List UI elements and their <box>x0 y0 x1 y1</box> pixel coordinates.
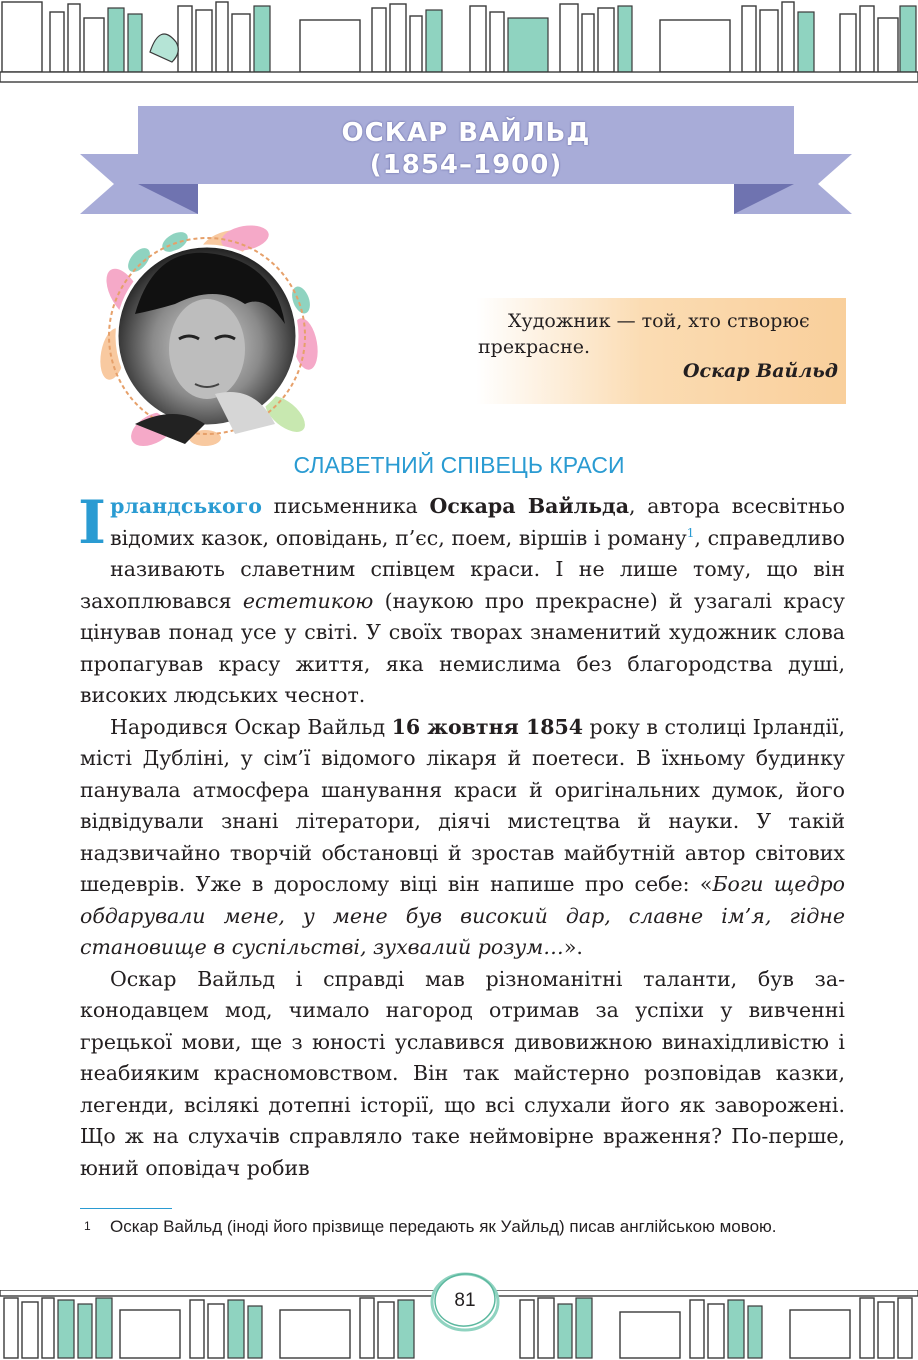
footnote-mark: 1 <box>84 1219 91 1233</box>
text-run: Оскар Вайльд і справді мав різноманітні таланти, був законодавцем мод, чимало нагород отримав за успіхи у вивченні грецької мови, ще з юності уславився дивовижною винахідливістю і неабияким красномовством. Він так майстерно розповідав казки, легенди, всілякі дотепні історії, що всі слухали його як заворожені. Що ж на слухачів справляло таке неймовірне враження? По-перше, юний оповідач робив <box>80 966 845 1180</box>
author-portrait <box>95 224 320 449</box>
epigraph-box <box>476 298 846 404</box>
text-run: (наукою про прекрасне) й узагалі красу цінував понад усе у світі. У своїх творах знаменитий художник слова пропагував красу життя, яка немислима без благородства душі, високих людських чеснот. <box>80 588 845 707</box>
page-number-badge <box>428 1266 502 1334</box>
page-number: 81 <box>454 1290 476 1311</box>
title-ribbon <box>80 106 852 214</box>
quote-italic: Боги щедро обдарували мене, у мене був високий дар, славне ім’я, гідне становище в суспільстві, зухвалий розум… <box>80 872 845 959</box>
term-italic: естетикою <box>242 588 374 613</box>
text-run: , автора всесвітньо відомих казок, оповідань, п’єс, поем, віршів і роману <box>110 494 845 550</box>
text-run: Народився Оскар Вайльд <box>110 714 392 739</box>
body-text <box>78 488 845 1184</box>
footnote-reference[interactable]: 1 <box>686 525 695 540</box>
footnote <box>80 1214 845 1239</box>
footnote-divider <box>80 1208 172 1209</box>
footnote-text: Оскар Вайльд (іноді його прізвище передають як Уайльд) писав англійською мовою. <box>110 1217 777 1236</box>
text-run: , справедливо називають славетним співцем краси. І не лише тому, що він захоплювався <box>80 525 845 613</box>
paragraph-2 <box>80 712 845 964</box>
epigraph-author: Оскар Вайльд <box>682 360 838 382</box>
paragraph-3 <box>80 964 845 1185</box>
birth-date-bold: 16 жовтня 1854 <box>391 714 583 739</box>
text-run: року в столиці Ірландії, місті Дубліні, у сім’ї відомого лікаря й поетеси. В їхньому будинку панувала атмосфера шанування краси й оригінальних думок, його відвідували знані літератори, діячі мистецтва й науки. У такій надзвичайно творчій обстановці й зростав майбутній автор світових шедеврів. Уже в дорослому віці він напише про себе: « <box>80 714 845 896</box>
author-name-title: ОСКАР ВАЙЛЬД <box>341 118 591 148</box>
section-heading: СЛАВЕТНИЙ СПІВЕЦЬ КРАСИ <box>293 452 625 478</box>
paragraph-1-lead: рландського <box>110 494 262 518</box>
paragraph-1 <box>78 488 845 712</box>
author-years-title: (1854–1900) <box>369 150 563 180</box>
epigraph-quote: Художник — той, хто створює прекрасне. <box>478 310 810 358</box>
top-bookshelf-decoration <box>0 0 918 84</box>
text-run: письменника <box>261 494 430 518</box>
author-name-bold: Оскара Вайльда <box>429 494 629 518</box>
drop-cap-letter: І <box>78 488 107 558</box>
text-run: ». <box>563 935 583 959</box>
